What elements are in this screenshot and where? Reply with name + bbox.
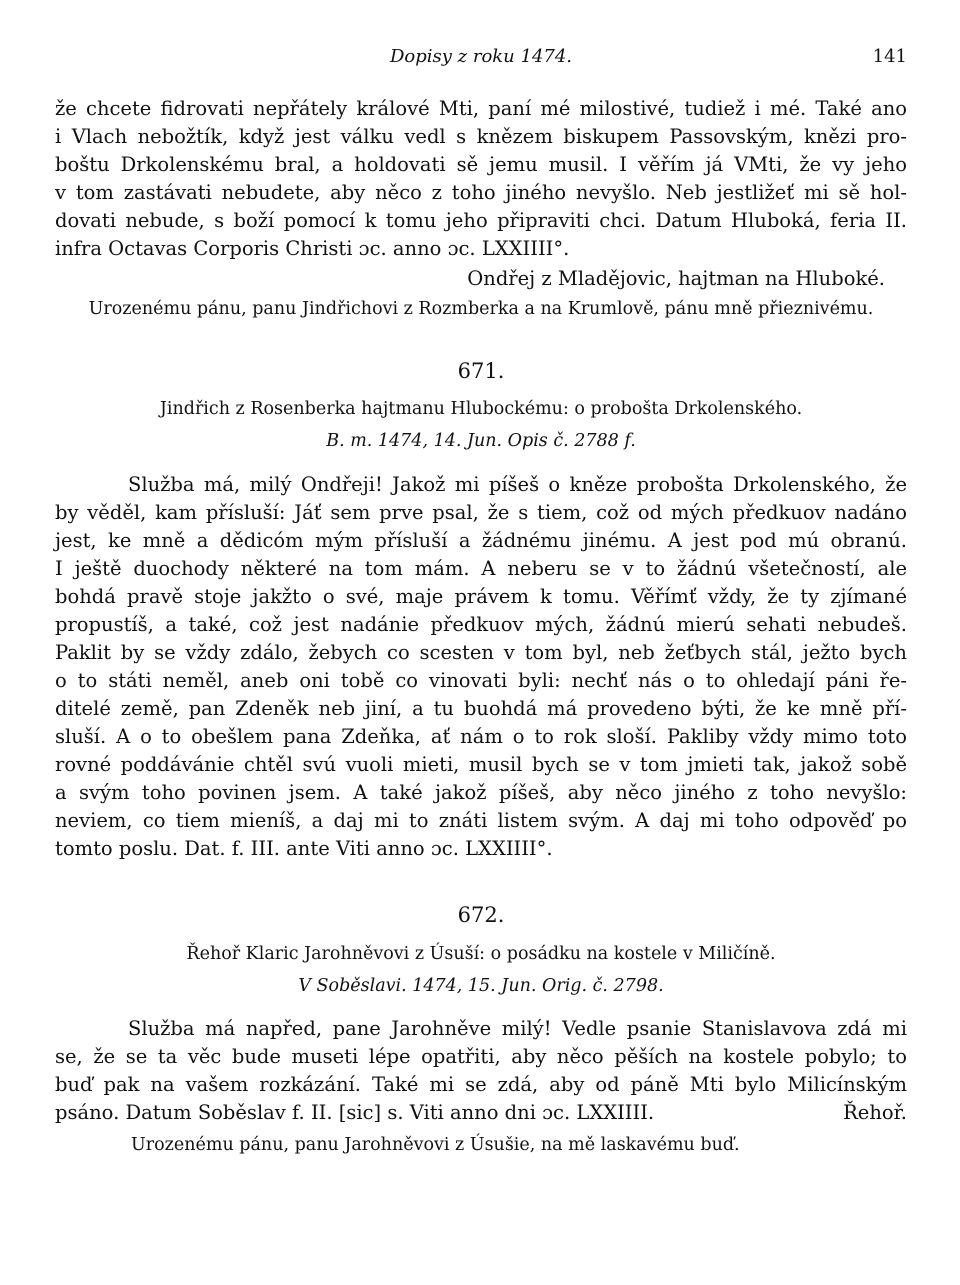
text-line: že chcete fidrovati nepřátely králové Mti, paní mé milostivé, tudiež i mé. Také ano — [55, 97, 907, 120]
text-line: Služba má napřed, pane Jarohněve milý! Vedle psanie Stanislavova zdá mi — [128, 1017, 907, 1040]
text-line: o to státi neměl, aneb oni tobě co vinovati byli: nechť nás o to ohledají páni ře- — [55, 669, 907, 692]
text-line: rovné poddávánie chtěl svú vuoli mieti, musil bych se v tom jmieti tak, jakož sobě — [55, 753, 907, 776]
document-number: 671. — [457, 359, 505, 383]
text-line: sluší. A o to obešlem pana Zdeňka, ať nám o to rok sloší. Pakliby vždy mimo toto — [55, 725, 907, 748]
text-line: propustíš, a také, což jest nadánie předkuov mých, žádnú mierú sehati nebudeš. — [55, 613, 907, 636]
text-line: boštu Drkolenskému bral, a holdovati sě jemu musil. I věřím já VMti, že vy jeho — [55, 153, 907, 176]
letter-address: Urozenému pánu, panu Jindřichovi z Rozmberka a na Krumlově, pánu mně přieznivému. — [88, 299, 874, 319]
text-line: by věděl, kam přísluší: Jáť sem prve psal, že s tiem, což od mých předkuov nadáno — [55, 501, 907, 524]
letter-signature: Ondřej z Mladějovic, hajtman na Hluboké. — [467, 267, 885, 290]
text-line: ditelé země, pan Zdeněk neb jiní, a tu buohdá má provedeno býti, že ke mně pří- — [55, 697, 907, 720]
letter-signature: Řehoř. — [843, 1101, 907, 1124]
page-number: 141 — [872, 46, 907, 67]
document-source: V Soběslavi. 1474, 15. Jun. Orig. č. 2798. — [298, 976, 664, 996]
text-line: v tom zastávati nebudete, aby něco z toho jiného nevyšlo. Neb jestližeť mi sě hol- — [55, 181, 907, 204]
text-line: Paklit by se vždy zdálo, žebych co scesten v tom byl, neb žeťbych stál, ježto bych — [55, 641, 907, 664]
text-line: buď pak na vašem rozkázání. Také mi se zdá, aby od páně Mti bylo Milicínským — [55, 1073, 907, 1096]
document-summary: Řehoř Klaric Jarohněvovi z Úsuší: o posádku na kostele v Miličíně. — [186, 944, 776, 964]
text-line: a svým toho povinen jsem. A také jakož píšeš, aby něco jiného z toho nevyšlo: — [55, 781, 907, 804]
text-line: tomto poslu. Dat. f. III. ante Viti anno ɔc. LXXIIII°. — [55, 837, 553, 860]
text-line: neviem, co tiem mieníš, a daj mi to znáti listem svým. A daj mi toho odpověď po — [55, 809, 907, 832]
letter-address: Urozenému pánu, panu Jarohněvovi z Úsušie, na mě laskavému buď. — [131, 1135, 740, 1155]
text-line: jest, ke mně a dědicóm mým přísluší a žádnému jinému. A jest pod mú obranú. — [55, 529, 907, 552]
text-line: se, že se ta věc bude museti lépe opatřiti, aby něco pěších na kostele pobylo; to — [55, 1045, 907, 1068]
text-line: psáno. Datum Soběslav f. II. [sic] s. Viti anno dni ɔc. LXXIIII. — [55, 1101, 655, 1124]
text-line: i Vlach nebožtík, když jest válku vedl s knězem biskupem Passovským, knězi pro- — [55, 125, 907, 148]
document-summary: Jindřich z Rosenberka hajtmanu Hlubockému: o probošta Drkolenského. — [159, 399, 803, 419]
running-title: Dopisy z roku 1474. — [389, 46, 573, 67]
text-line: infra Octavas Corporis Christi ɔc. anno ɔc. LXXIIII°. — [55, 237, 570, 260]
text-line: dovati nebude, s boží pomocí k tomu jeho připraviti chci. Datum Hluboká, feria II. — [55, 209, 907, 232]
page-header — [55, 46, 907, 76]
document-number: 672. — [457, 903, 505, 927]
text-line: I ještě duochody některé na tom mám. A neberu se v to žádnú všetečností, ale — [55, 557, 907, 580]
document-source: B. m. 1474, 14. Jun. Opis č. 2788 f. — [326, 431, 636, 451]
text-line: bohdá pravě stoje jakžto o své, maje právem k tomu. Věřímť vždy, že ty zjímané — [55, 585, 907, 608]
text-line: Služba má, milý Ondřeji! Jakož mi píšeš o kněze probošta Drkolenského, že — [128, 473, 907, 496]
